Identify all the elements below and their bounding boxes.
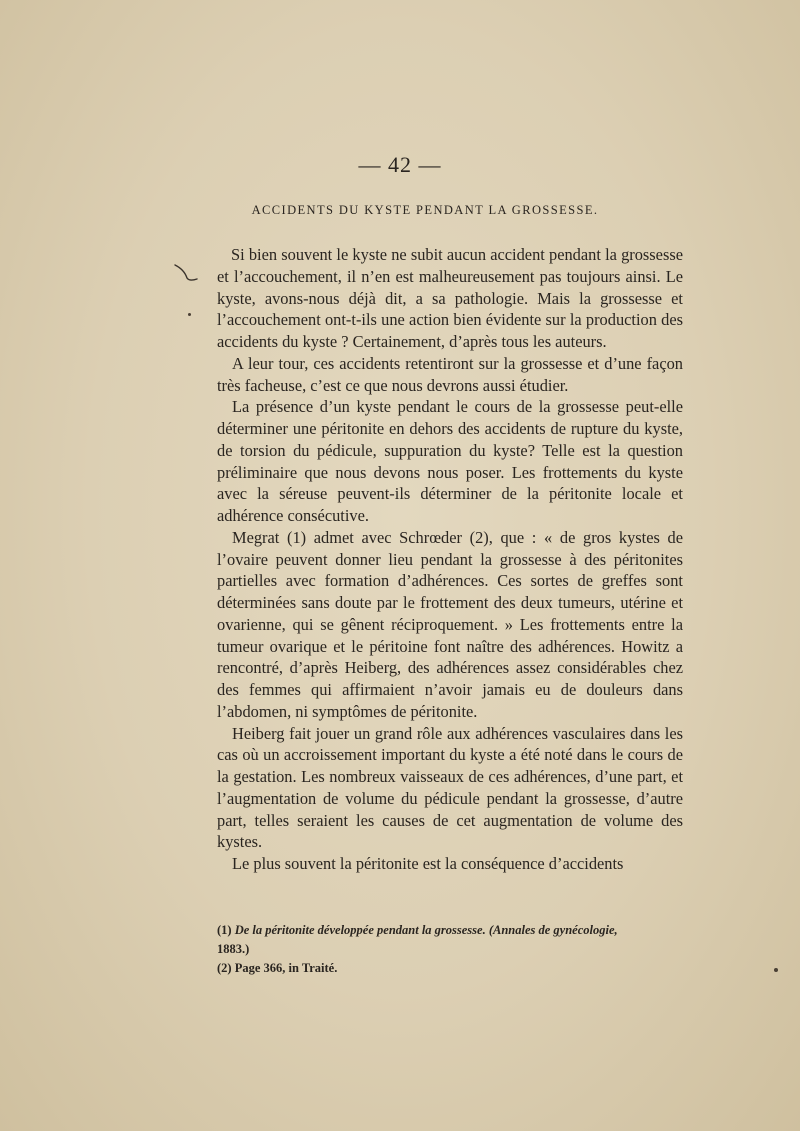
footnote-1-marker: (1) [217, 923, 232, 937]
paragraph: Le plus souvent la péritonite est la conséquence d’accidents [232, 854, 624, 873]
footnote-1-source: (Annales de gynécologie, [488, 923, 618, 937]
footnote-1-year: 1883.) [217, 942, 250, 956]
footnote-2: (2) Page 366, in Traité. [217, 961, 338, 975]
ink-speck [188, 313, 191, 316]
paragraph: Heiberg fait jouer un grand rôle aux adhérences vasculaires dans les cas où un accroissement important du kyste a été noté dans le cours de la gestation. Les nombreux vaisseaux de ces adhérences, d’une part, et l’augmentation de volume du pédicule pendant la grossesse, d’autre part, telles seraient les causes de cet augmentation de volume des kystes. [217, 723, 683, 852]
body-text [217, 244, 683, 875]
footnotes [217, 921, 683, 978]
section-title: ACCIDENTS DU KYSTE PENDANT LA GROSSESSE. [251, 203, 599, 217]
ink-speck [774, 968, 778, 972]
paragraph: Megrat (1) admet avec Schrœder (2), que : « de gros kystes de l’ovaire peuvent donner lieu pendant la grossesse à des péritonites partielles avec formation d’adhérences. Ces sortes de greffes sont déterminées sans doute par le frottement des deux tumeurs, utérine et ovarienne, qui se gênent réciproquement. » Les frottements entre la tumeur ovarique et le péritoine font naître des adhérences. Howitz a rencontré, d’après Heiberg, des adhérences assez considérables chez des femmes qui affirmaient n’avoir jamais eu de douleurs dans l’abdomen, ni symptômes de péritonite. [217, 527, 683, 721]
handwritten-margin-mark [172, 262, 198, 284]
footnote-1 [217, 921, 683, 959]
paragraph: A leur tour, ces accidents retentiront sur la grossesse et d’une façon très facheuse, c’est ce que nous devrons aussi étudier. [217, 353, 683, 395]
paragraph: La présence d’un kyste pendant le cours de la grossesse peut-elle déterminer une péritonite en dehors des accidents de rupture du kyste, de torsion du pédicule, suppuration du kyste? Telle est la question préliminaire que nous devons nous poser. Les frottements du kyste avec la séreuse peuvent-ils déterminer de la péritonite locale et adhérence consécutive. [217, 397, 683, 525]
paragraph: Si bien souvent le kyste ne subit aucun accident pendant la grossesse et l’accouchement, il n’en est malheureusement pas toujours ainsi. Le kyste, avons-nous déjà dit, a sa pathologie. Mais la grossesse et l’accouchement ont-t-ils une action bien évidente sur la production des accidents du kyste ? Certainement, d’après tous les auteurs. [217, 245, 683, 351]
page-number: — 42 — [358, 152, 442, 177]
footnote-1-title: De la péritonite développée pendant la grossesse. [234, 923, 486, 937]
